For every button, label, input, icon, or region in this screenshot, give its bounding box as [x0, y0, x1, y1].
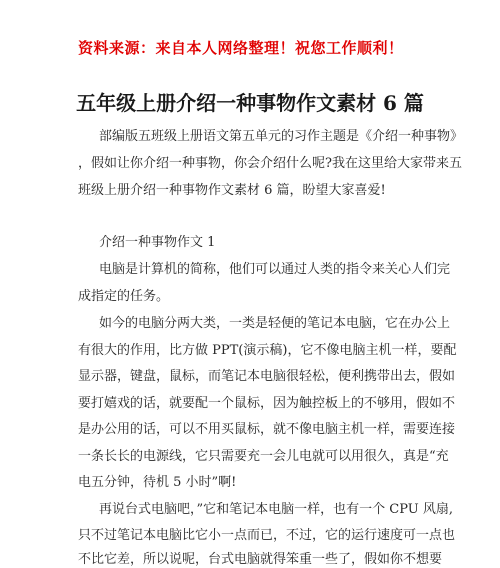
paragraph-line: 电五分钟，待机 5 小时”啊!	[78, 475, 237, 490]
paragraph-line: 是办公用的话，可以不用买鼠标，就不像电脑主机一样，需要连接	[78, 422, 456, 437]
paragraph-line: 不比它差，所以说呢，台式电脑就得笨重一些了，假如你不想要	[78, 552, 443, 567]
paragraph-line: 如今的电脑分两大类，一类是轻便的笔记本电脑，它在办公上	[99, 316, 451, 331]
paragraph-line: 一条长长的电源线，它只需要充一会儿电就可以用很久，真是“充	[78, 449, 449, 464]
paragraph-line: 再说台式电脑吧，”它和笔记本电脑一样，也有一个 CPU 风扇,	[99, 502, 453, 517]
paragraph-line: 有很大的作用，比方做 PPT(演示稿)，它不像电脑主机一样，要配	[78, 343, 457, 358]
section-heading: 介绍一种事物作文 1	[99, 235, 216, 250]
paragraph-line: 成指定的任务。	[78, 289, 170, 304]
intro-line: 部编版五班级上册语文第五单元的习作主题是《介绍一种事物》	[99, 129, 464, 144]
paragraph-line: 电脑是计算机的简称，他们可以通过人类的指令来关心人们完	[99, 262, 451, 277]
paragraph-line: 要打嬉戏的话，就要配一个鼠标，因为触控板上的不够用，假如不	[78, 396, 456, 411]
intro-line: ，假如让你介绍一种事物，你会介绍什么呢?我在这里给大家带来五	[78, 156, 462, 171]
paragraph-line: 显示器，键盘，鼠标，而笔记本电脑很轻松，便利携带出去，假如	[78, 369, 456, 384]
source-note: 资料来源：来自本人网络整理！祝您工作顺利！	[78, 39, 404, 57]
document-title: 五年级上册介绍一种事物作文素材 6 篇	[76, 91, 424, 115]
intro-line: 班级上册介绍一种事物作文素材 6 篇，盼望大家喜爱!	[78, 183, 386, 198]
paragraph-line: 只不过笔记本电脑比它小一点而已，不过，它的运行速度可一点也	[78, 528, 456, 543]
